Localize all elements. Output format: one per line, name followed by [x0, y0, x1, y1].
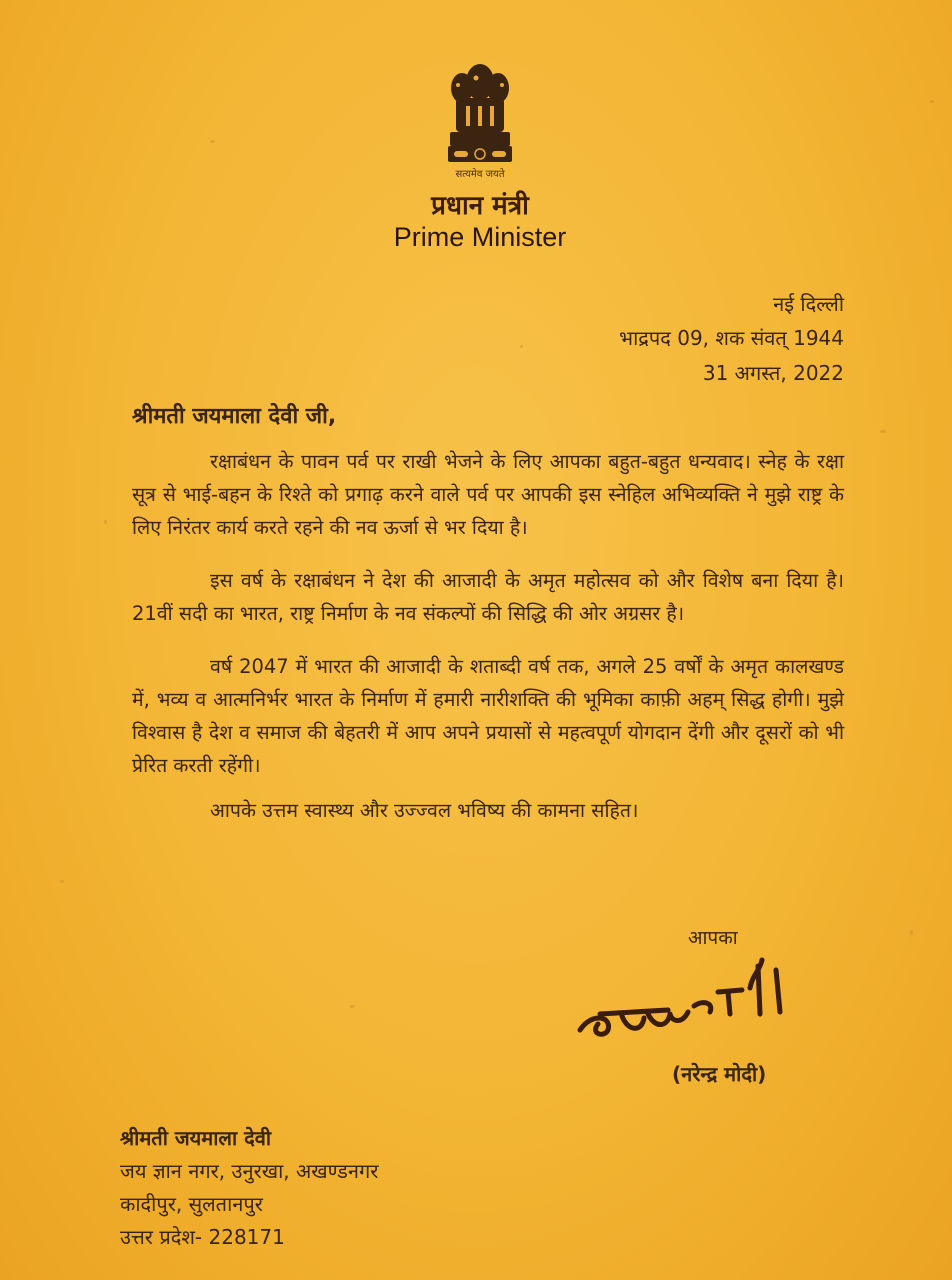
recipient-address — [120, 1122, 378, 1254]
paragraph: आपके उत्तम स्वास्थ्य और उज्ज्वल भविष्य की कामना सहित। — [210, 799, 639, 822]
dateline-place: नई दिल्ली — [773, 292, 844, 316]
paragraph: इस वर्ष के रक्षाबंधन ने देश की आजादी के अमृत महोत्सव को और विशेष बना दिया है। 21वीं सदी का भारत, राष्ट्र निर्माण के नव संकल्पों की सिद्धि की ओर अग्रसर है। — [132, 569, 844, 625]
paper-fleck — [60, 880, 64, 883]
closing: आपका — [688, 927, 738, 949]
letter-body — [132, 445, 844, 847]
national-emblem-icon — [436, 52, 524, 182]
signature — [572, 952, 802, 1042]
address-line: जय ज्ञान नगर, उनुरखा, अखण्डनगर — [120, 1159, 379, 1183]
paper-fleck — [104, 520, 107, 524]
salutation: श्रीमती जयमाला देवी जी, — [132, 404, 337, 429]
paper-fleck — [930, 100, 934, 103]
paper-fleck — [350, 1005, 355, 1008]
address-line: उत्तर प्रदेश- 228171 — [120, 1225, 285, 1249]
recipient-name: श्रीमती जयमाला देवी — [120, 1126, 272, 1150]
paper-fleck — [520, 345, 523, 348]
dateline-date: 31 अगस्त, 2022 — [702, 361, 844, 385]
office-title-hindi: प्रधान मंत्री — [431, 191, 529, 221]
paper-fleck — [910, 930, 913, 935]
motto: सत्यमेव जयते — [455, 169, 505, 180]
dateline-saka-date: भाद्रपद 09, शक संवत् 1944 — [619, 326, 844, 350]
paragraph: वर्ष 2047 में भारत की आजादी के शताब्दी वर्ष तक, अगले 25 वर्षों के अमृत कालखण्ड में, भव्य व आत्मनिर्भर भारत के निर्माण में हमारी नारीशक्ति की भूमिका काफ़ी अहम् सिद्ध होगी। मुझे विश्वास है देश व समाज की बेहतरी में आप अपने प्रयासों से महत्वपूर्ण योगदान देंगी और दूसरों को भी प्रेरित करती रहेंगी। — [132, 655, 844, 777]
office-title-english: Prime Minister — [393, 222, 567, 252]
paragraph: रक्षाबंधन के पावन पर्व पर राखी भेजने के लिए आपका बहुत-बहुत धन्यवाद। स्नेह के रक्षा सूत्र से भाई-बहन के रिश्ते को प्रगाढ़ करने वाले पर्व पर आपकी इस स्नेहिल अभिव्यक्ति ने मुझे राष्ट्र के लिए निरंतर कार्य करते रहने की नव ऊर्जा से भर दिया है। — [132, 450, 845, 539]
address-line: कादीपुर, सुलतानपुर — [120, 1192, 263, 1216]
signer-name: (नरेन्द्र मोदी) — [672, 1062, 767, 1086]
paper-fleck — [210, 140, 215, 143]
paper-fleck — [880, 430, 886, 433]
